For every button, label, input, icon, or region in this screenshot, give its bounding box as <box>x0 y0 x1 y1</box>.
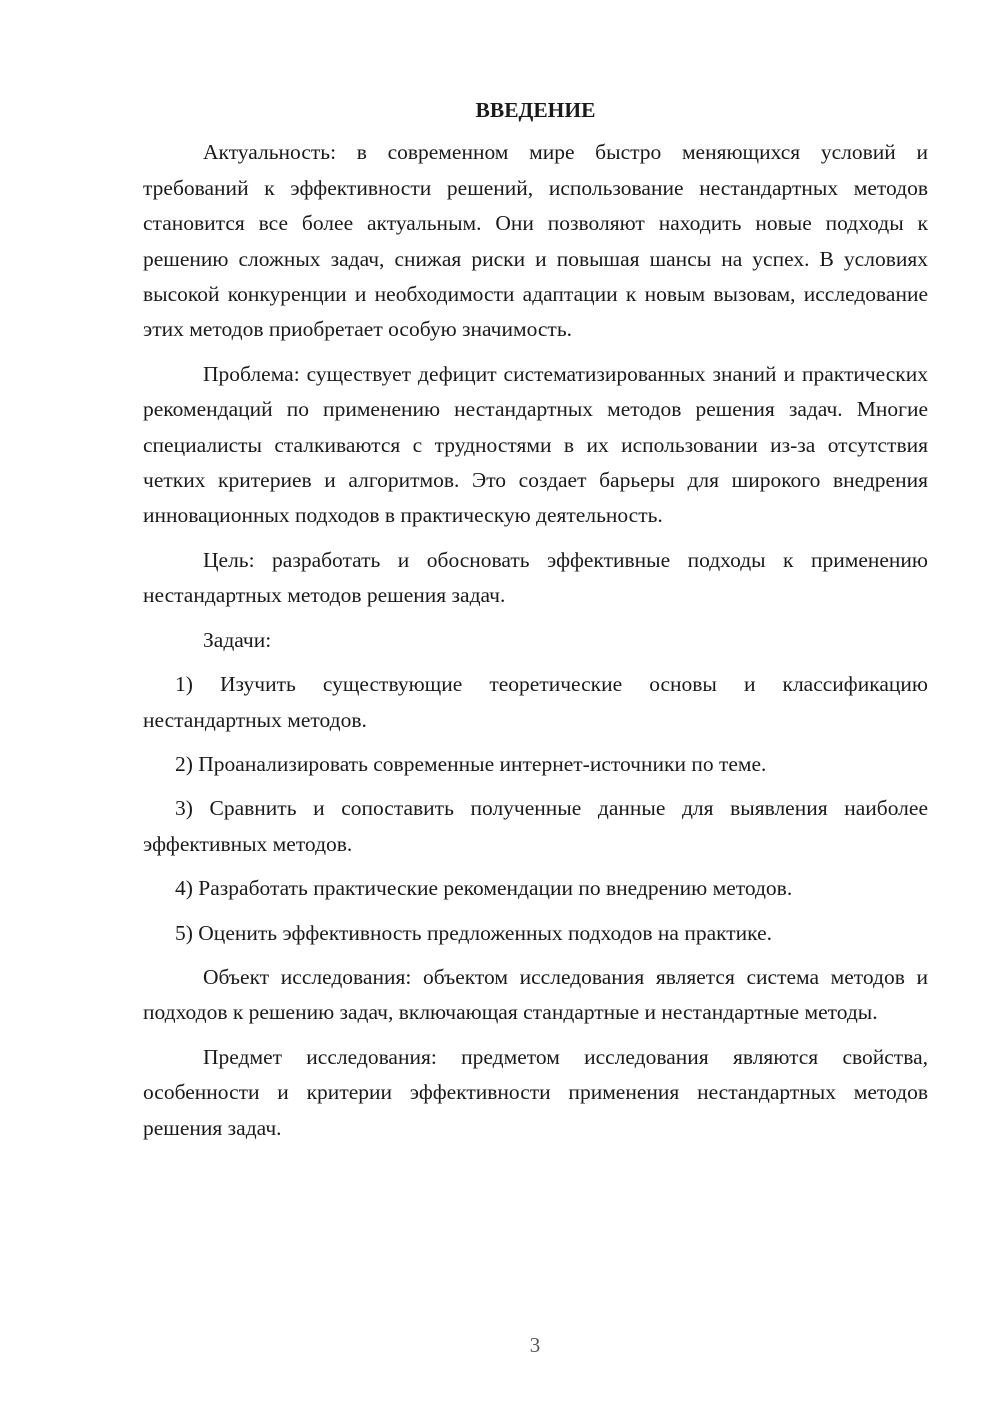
paragraph-goal: Цель: разработать и обосновать эффективные подходы к применению нестандартных методов решения задач. <box>143 547 928 608</box>
task-item-3: 3) Сравнить и сопоставить полученные данные для выявления наиболее эффективных методов. <box>143 796 928 856</box>
task-item-2: 2) Проанализировать современные интернет-источники по теме. <box>175 751 767 776</box>
task-item-1: 1) Изучить существующие теоретические основы и классификацию нестандартных методов. <box>143 672 928 732</box>
paragraph-subject: Предмет исследования: предметом исследования являются свойства, особенности и критерии эффективности применения нестандартных методов решения задач. <box>143 1044 928 1140</box>
task-item-5: 5) Оценить эффективность предложенных подходов на практике. <box>175 920 773 945</box>
page-number: 3 <box>529 1333 541 1357</box>
section-title: ВВЕДЕНИЕ <box>475 98 596 122</box>
paragraph-problem: Проблема: существует дефицит систематизированных знаний и практических рекомендаций по применению нестандартных методов решения задач. Многие специалисты сталкиваются с трудностями в их использовании из-за отсутствия четких критериев и алгоритмов. Это создает барьеры для широкого внедрения инновационных подходов в практическую деятельность. <box>143 361 928 528</box>
paragraph-object: Объект исследования: объектом исследования является система методов и подходов к решению задач, включающая стандартные и нестандартные методы. <box>143 964 928 1025</box>
tasks-heading: Задачи: <box>203 627 272 652</box>
task-item-4: 4) Разработать практические рекомендации по внедрению методов. <box>175 876 793 901</box>
document-page <box>143 93 928 1155</box>
paragraph-relevance: Актуальность: в современном мире быстро меняющихся условий и требований к эффективности решений, использование нестандартных методов становится все более актуальным. Они позволяют находить новые подходы к решению сложных задач, снижая риски и повышая шансы на успех. В условиях высокой конкуренции и необходимости адаптации к новым вызовам, исследование этих методов приобретает особую значимость. <box>143 140 928 342</box>
